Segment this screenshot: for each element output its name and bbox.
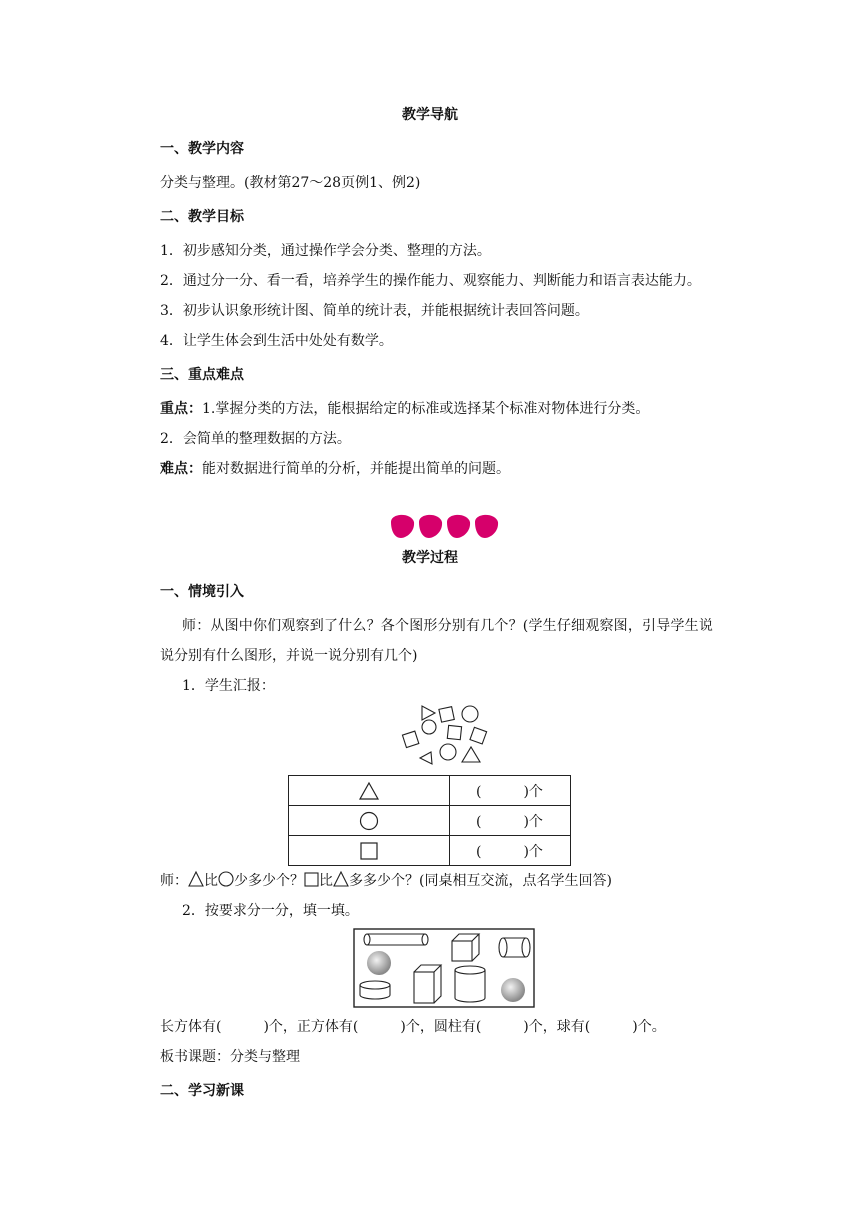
table-blank-cell: ( )个 [450, 806, 571, 836]
q-bi: 比 [204, 873, 218, 889]
teacher-question-line1: 师：从图中你们观察到了什么？各个图形分别有几个？(学生仔细观察图，引导学生说 [182, 618, 714, 634]
circle-icon [218, 871, 234, 887]
ball-icon [501, 978, 525, 1002]
fill-in-line: 长方体有( )个，正方体有( )个，圆柱有( )个，球有( )个。 [160, 1019, 666, 1035]
difficulty [160, 460, 510, 478]
process-title: 教学过程 [402, 550, 458, 566]
key-label: 重点： [160, 401, 202, 417]
table-shape-cell [289, 806, 450, 836]
table-row [289, 836, 571, 866]
solids-figure [353, 928, 535, 1008]
comparison-question [160, 871, 612, 890]
key-point-1 [160, 400, 649, 418]
cylinder-icon [364, 934, 428, 945]
table-row [289, 776, 571, 806]
goal-item: 2．通过分一分、看一看，培养学生的操作能力、观察能力、判断能力和语言表达能力。 [160, 273, 701, 289]
difficulty-label: 难点： [160, 461, 202, 477]
table-shape-cell [289, 836, 450, 866]
shapes-cluster-figure [398, 704, 498, 766]
table-row [289, 806, 571, 836]
triangle-icon [420, 752, 432, 764]
square-icon [470, 727, 487, 744]
table-blank-cell: ( )个 [450, 776, 571, 806]
item-classify: 2．按要求分一分，填一填。 [182, 903, 359, 919]
q-mid: 少多少个？ [234, 873, 304, 889]
square-icon [439, 707, 454, 722]
circle-icon [422, 720, 436, 734]
cylinder-icon [360, 981, 390, 999]
triangle-icon [188, 871, 204, 887]
q-end: 多多少个？(同桌相互交流，点名学生回答) [349, 873, 612, 889]
decorative-petals-icon [388, 510, 500, 540]
key-text: 1.掌握分类的方法，能根据给定的标准或选择某个标准对物体进行分类。 [202, 401, 650, 417]
square-icon [304, 872, 319, 887]
shape-count-table [288, 775, 571, 866]
teacher-question-line2: 说分别有什么图形，并说一说分别有几个) [160, 648, 418, 664]
cylinder-icon [499, 938, 530, 957]
q-prefix: 师： [160, 873, 188, 889]
circle-icon [462, 706, 478, 722]
cylinder-icon [455, 966, 485, 1002]
section-heading-new-lesson: 二、学习新课 [160, 1083, 244, 1099]
cube-icon [452, 934, 479, 961]
key-point-2: 2．会简单的整理数据的方法。 [160, 431, 351, 447]
triangle-icon [333, 871, 349, 887]
table-blank-cell: ( )个 [450, 836, 571, 866]
square-icon [360, 842, 378, 860]
goal-item: 1．初步感知分类，通过操作学会分类、整理的方法。 [160, 243, 491, 259]
goal-item: 4．让学生体会到生活中处处有数学。 [160, 333, 393, 349]
triangle-icon [462, 747, 480, 762]
section-heading-keypoints: 三、重点难点 [160, 367, 244, 383]
square-icon [402, 731, 418, 747]
triangle-icon [359, 782, 379, 800]
item-student-report: 1．学生汇报： [182, 678, 275, 694]
section-heading-goals: 二、教学目标 [160, 209, 244, 225]
section-heading-intro: 一、情境引入 [160, 584, 244, 600]
ball-icon [367, 951, 391, 975]
q-bi: 比 [319, 873, 333, 889]
board-title: 板书课题：分类与整理 [160, 1049, 300, 1065]
table-shape-cell [289, 776, 450, 806]
circle-icon [440, 744, 456, 760]
cuboid-icon [414, 965, 441, 1003]
triangle-icon [422, 706, 435, 720]
difficulty-text: 能对数据进行简单的分析，并能提出简单的问题。 [202, 461, 510, 477]
goal-item: 3．初步认识象形统计图、简单的统计表，并能根据统计表回答问题。 [160, 303, 589, 319]
circle-icon [359, 811, 379, 831]
content-text: 分类与整理。(教材第27～28页例1、例2) [160, 175, 421, 191]
square-icon [447, 725, 461, 739]
section-heading-content: 一、教学内容 [160, 141, 244, 157]
guide-title: 教学导航 [402, 107, 458, 123]
